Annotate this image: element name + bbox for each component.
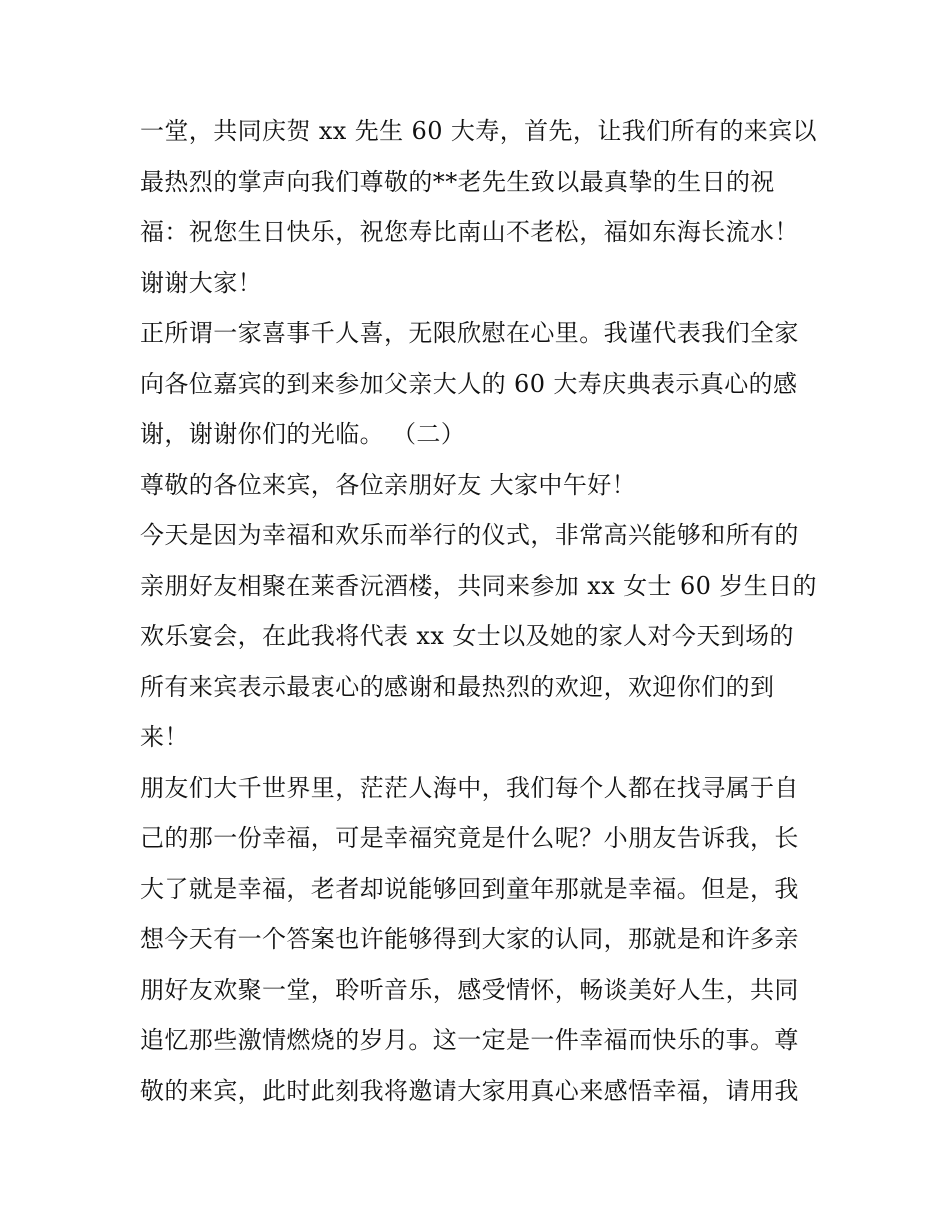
text-line: 亲朋好友相聚在莱香沅酒楼，共同来参加 xx 女士 60 岁生日的 bbox=[140, 571, 817, 600]
text-line: 朋好友欢聚一堂，聆听音乐，感受情怀，畅谈美好人生，共同 bbox=[140, 975, 799, 1004]
text-line: 所有来宾表示最衷心的感谢和最热烈的欢迎，欢迎你们的到 bbox=[140, 672, 775, 701]
text-line: 来！ bbox=[140, 723, 189, 751]
text-line: 尊敬的各位来宾，各位亲朋好友 大家中午好！ bbox=[140, 470, 637, 499]
text-line: 谢，谢谢你们的光临。 （二） bbox=[140, 420, 466, 448]
text-line: 正所谓一家喜事千人喜，无限欣慰在心里。我谨代表我们全家 bbox=[140, 319, 799, 347]
text-line: 谢谢大家！ bbox=[140, 268, 262, 297]
text-line: 敬的来宾，此时此刻我将邀请大家用真心来感悟幸福，请用我 bbox=[140, 1076, 799, 1105]
text-line: 今天是因为幸福和欢乐而举行的仪式，非常高兴能够和所有的 bbox=[140, 521, 799, 549]
text-line: 福：祝您生日快乐，祝您寿比南山不老松，福如东海长流水！ bbox=[140, 218, 799, 246]
body-text bbox=[140, 106, 820, 1116]
text-line: 追忆那些激情燃烧的岁月。这一定是一件幸福而快乐的事。尊 bbox=[140, 1026, 799, 1054]
text-line: 大了就是幸福，老者却说能够回到童年那就是幸福。但是，我 bbox=[140, 874, 799, 903]
text-line: 己的那一份幸福，可是幸福究竟是什么呢？小朋友告诉我，长 bbox=[140, 824, 799, 852]
text-line: 朋友们大千世界里，茫茫人海中，我们每个人都在找寻属于自 bbox=[140, 773, 799, 802]
text-line: 一堂，共同庆贺 xx 先生 60 大寿，首先，让我们所有的来宾以 bbox=[140, 117, 817, 145]
text-line: 想今天有一个答案也许能够得到大家的认同，那就是和许多亲 bbox=[140, 925, 799, 953]
text-line: 最热烈的掌声向我们尊敬的**老先生致以最真挚的生日的祝 bbox=[140, 167, 775, 196]
text-line: 向各位嘉宾的到来参加父亲大人的 60 大寿庆典表示真心的感 bbox=[140, 369, 798, 398]
text-line: 欢乐宴会，在此我将代表 xx 女士以及她的家人对今天到场的 bbox=[140, 622, 794, 650]
